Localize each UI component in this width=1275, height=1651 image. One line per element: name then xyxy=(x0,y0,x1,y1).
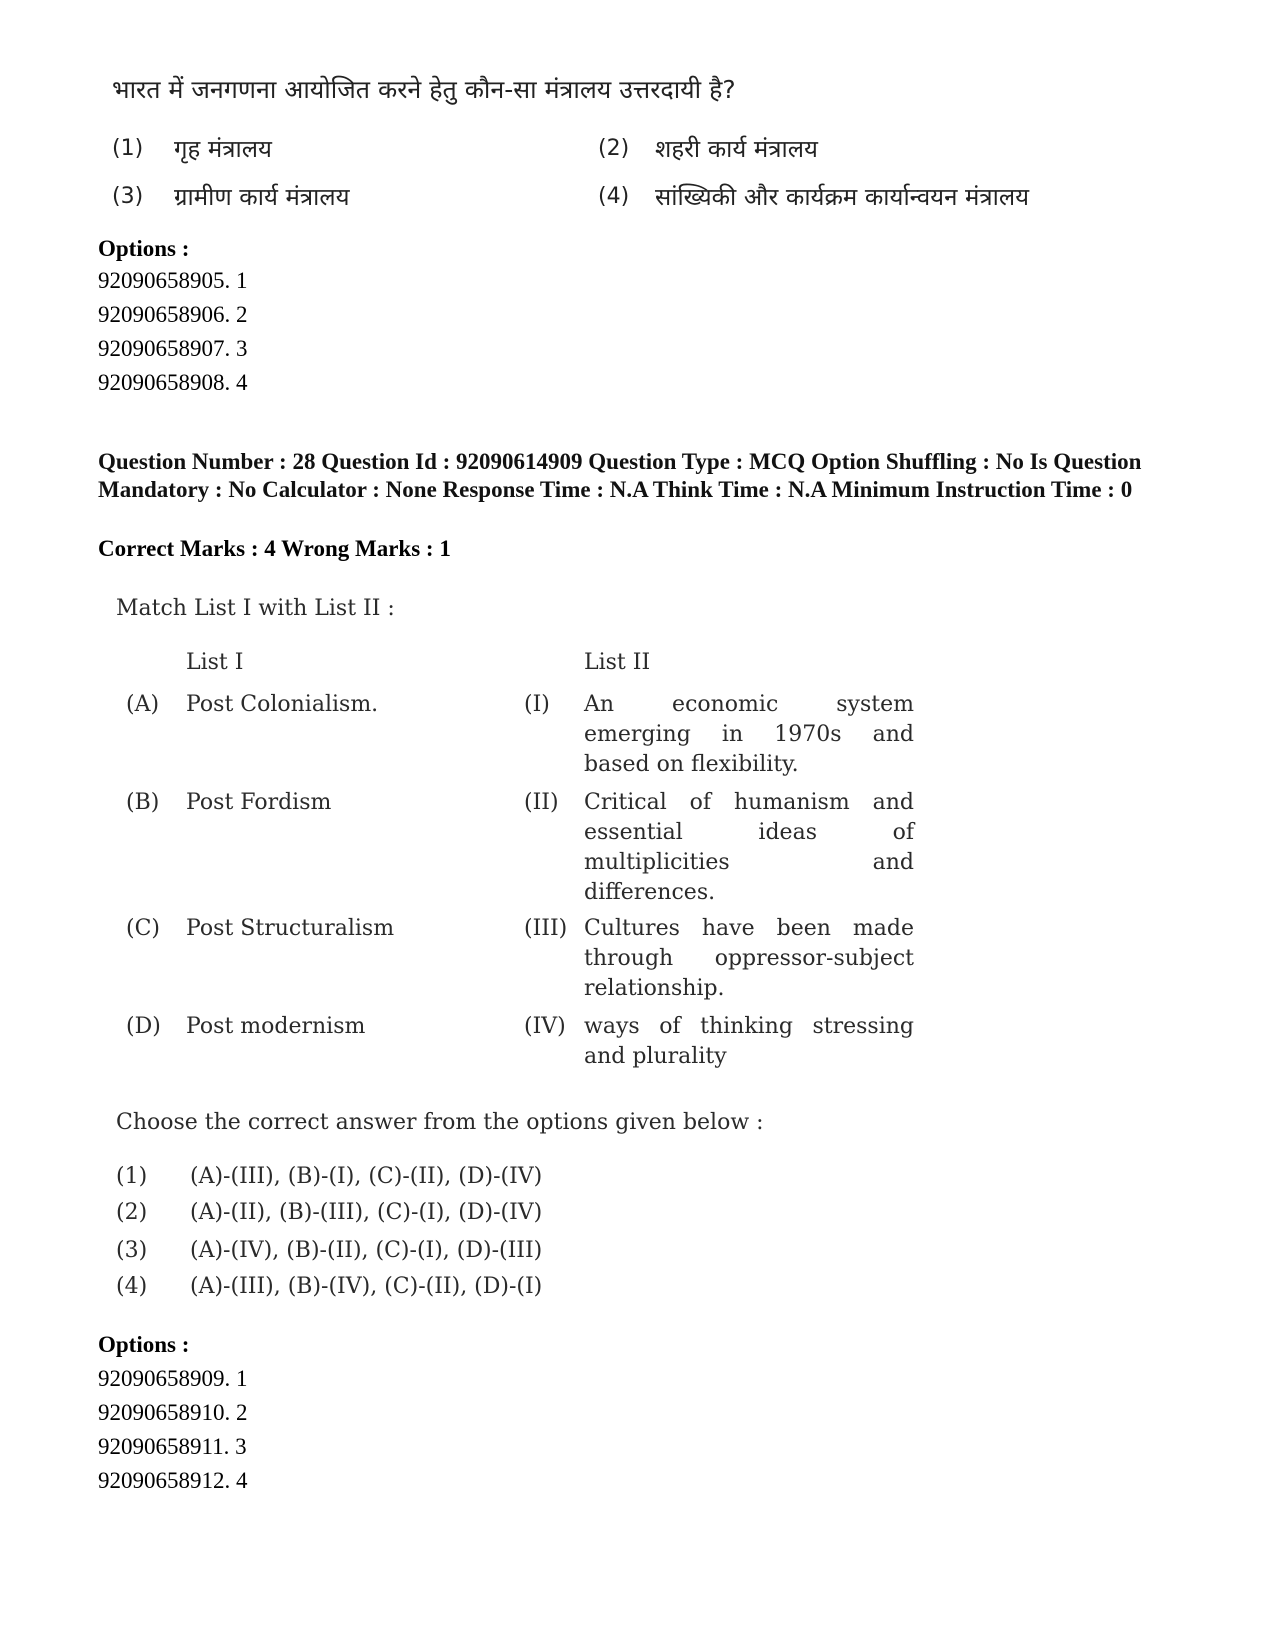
q28-option-2: 92090658910. 2 xyxy=(98,1400,248,1425)
q27-choice-4-number: (4) xyxy=(598,184,630,209)
q27-choice-3-text: ग्रामीण कार्य मंत्रालय xyxy=(174,183,350,211)
q28-answer-2-number: (2) xyxy=(116,1200,148,1225)
q28-instruction: Match List I with List II : xyxy=(116,596,395,621)
q28-answer-1-number: (1) xyxy=(116,1164,148,1189)
row-b-text: Post Fordism xyxy=(186,790,332,815)
row-iii-label: (III) xyxy=(524,916,568,941)
row-d-label: (D) xyxy=(126,1014,161,1039)
row-i-label: (I) xyxy=(524,692,550,717)
q27-option-2: 92090658906. 2 xyxy=(98,302,248,327)
q28-answer-4-number: (4) xyxy=(116,1274,148,1299)
row-d-text: Post modernism xyxy=(186,1014,366,1039)
row-b-label: (B) xyxy=(126,790,160,815)
row-a-label: (A) xyxy=(126,692,160,717)
q27-question-text: भारत में जनगणना आयोजित करने हेतु कौन-सा मंत्रालय उत्तरदायी है? xyxy=(112,75,736,104)
q27-choice-2-text: शहरी कार्य मंत्रालय xyxy=(655,135,818,163)
q28-answer-2-text: (A)-(II), (B)-(III), (C)-(I), (D)-(IV) xyxy=(190,1200,543,1225)
q27-choice-1-text: गृह मंत्रालय xyxy=(174,135,272,163)
q28-answer-1-text: (A)-(III), (B)-(I), (C)-(II), (D)-(IV) xyxy=(190,1164,543,1189)
row-a-text: Post Colonialism. xyxy=(186,692,379,717)
q27-option-1: 92090658905. 1 xyxy=(98,268,248,293)
q27-choice-2-number: (2) xyxy=(598,136,630,161)
q28-option-1: 92090658909. 1 xyxy=(98,1366,248,1391)
row-iv-text: ways of thinking stressing and plurality xyxy=(584,1014,914,1069)
q27-choice-3-number: (3) xyxy=(112,184,144,209)
q28-options-label: Options : xyxy=(98,1332,190,1357)
q27-option-4: 92090658908. 4 xyxy=(98,370,248,395)
row-iv-label: (IV) xyxy=(524,1014,566,1039)
row-ii-label: (II) xyxy=(524,790,559,815)
q27-choice-1-number: (1) xyxy=(112,136,144,161)
q28-answer-4-text: (A)-(III), (B)-(IV), (C)-(II), (D)-(I) xyxy=(190,1274,543,1299)
q27-choice-4-text: सांख्यिकी और कार्यक्रम कार्यान्वयन मंत्रालय xyxy=(655,183,1030,211)
row-i-text: An economic system emerging in 1970s and based on flexibility. xyxy=(584,692,914,777)
q27-options-label: Options : xyxy=(98,236,190,261)
row-c-text: Post Structuralism xyxy=(186,916,395,941)
q28-option-4: 92090658912. 4 xyxy=(98,1468,248,1493)
row-iii-text: Cultures have been made through oppressor-subject relationship. xyxy=(584,916,914,1001)
q28-option-3: 92090658911. 3 xyxy=(98,1434,247,1459)
q28-marks: Correct Marks : 4 Wrong Marks : 1 xyxy=(98,536,451,561)
row-ii-text: Critical of humanism and essential ideas of multiplicities and differences. xyxy=(584,790,914,905)
list1-header: List I xyxy=(186,650,244,675)
row-c-label: (C) xyxy=(126,916,160,941)
q27-option-3: 92090658907. 3 xyxy=(98,336,248,361)
q28-answer-3-number: (3) xyxy=(116,1238,148,1263)
q28-metadata: Question Number : 28 Question Id : 92090614909 Question Type : MCQ Option Shuffling : No Is Question Mandatory : No Calculator : None Response Time : N.A Think Time : N.A Minimum Instruction Time : 0 xyxy=(98,449,1142,502)
q28-answer-3-text: (A)-(IV), (B)-(II), (C)-(I), (D)-(III) xyxy=(190,1238,543,1263)
q28-choose-instruction: Choose the correct answer from the options given below : xyxy=(116,1110,764,1135)
list2-header: List II xyxy=(584,650,651,675)
